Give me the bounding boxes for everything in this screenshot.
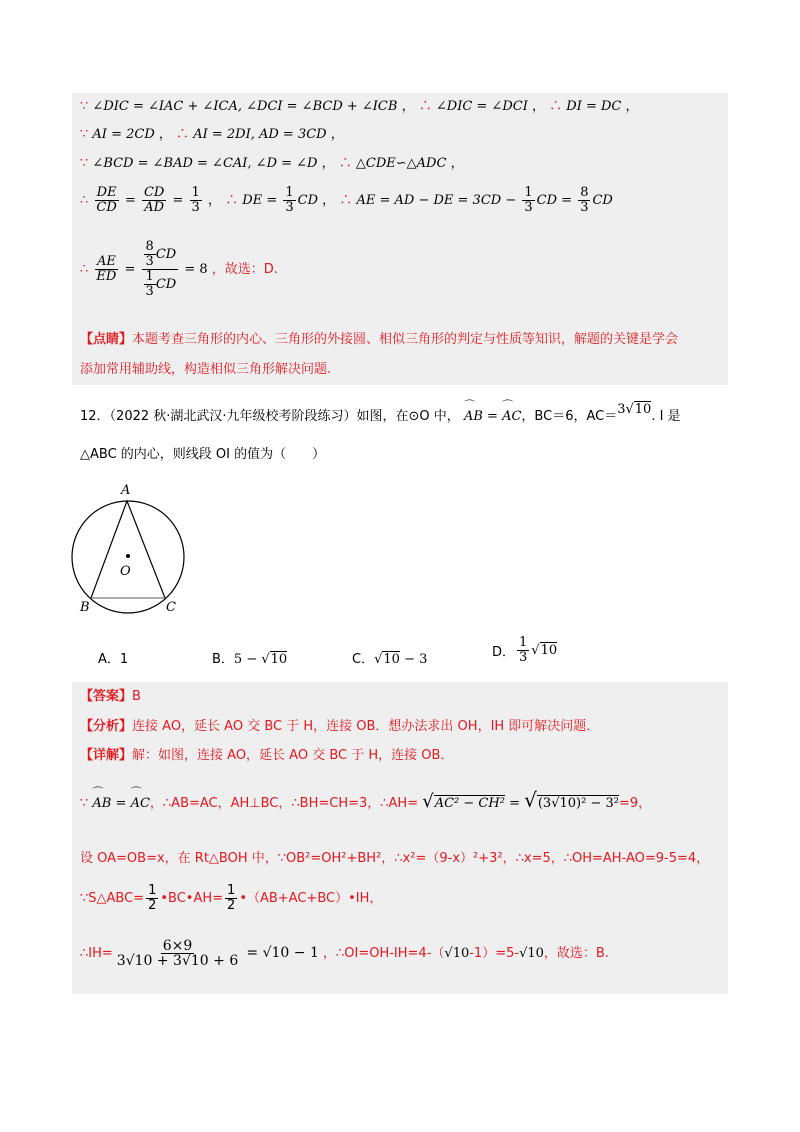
angle-expr-1: ∠DIC = ∠IAC + ∠ICA, ∠DCI = ∠BCD + ∠ICB xyxy=(92,99,398,114)
tip-line-1 xyxy=(80,331,678,349)
solution-line-3 xyxy=(80,155,464,173)
area-pre: ∵S△ABC= xyxy=(80,891,145,906)
de-expr: DE = xyxy=(242,193,278,208)
answer-value: B xyxy=(132,689,141,704)
detail-step-1 xyxy=(80,782,651,822)
separator: ， xyxy=(625,99,639,114)
answer-label: 【答案】 xyxy=(80,689,133,704)
question-text-1: 如图，在⊙O 中， xyxy=(356,409,460,424)
ih-pre: ∴IH= xyxy=(80,946,113,961)
choose-d: ，故选：D. xyxy=(211,262,278,277)
solution-line-2 xyxy=(80,126,344,144)
label-o: O xyxy=(120,564,131,579)
detail-line xyxy=(80,747,453,765)
equals: = xyxy=(124,262,136,277)
sqrt-ten: √10 xyxy=(444,946,470,961)
equals: = xyxy=(487,409,498,424)
because-symbol: ∵ xyxy=(80,99,89,114)
half-fraction: $\frac{1}{2}$ xyxy=(148,883,157,913)
arc-ab: ⌒ AB xyxy=(92,786,111,822)
therefore-symbol: ∴ xyxy=(80,262,89,277)
separator: ， xyxy=(321,156,335,171)
equal-expr-3: DI = DC xyxy=(566,99,622,114)
choose-b: ，故选：B. xyxy=(543,946,609,961)
cd-term: CD xyxy=(297,193,319,208)
question-line-1 xyxy=(80,404,681,430)
oi-text-2: -1）=5- xyxy=(469,946,520,961)
question-text-3: . I 是 xyxy=(651,409,681,424)
question-number: 12． xyxy=(80,409,110,424)
oi-text-1: ，∴OI=OH-IH=4-（ xyxy=(323,946,445,961)
analysis-line xyxy=(80,718,599,736)
label-a: A xyxy=(121,483,131,498)
equals: = xyxy=(115,796,127,811)
because-symbol: ∵ xyxy=(80,156,89,171)
therefore-symbol: ∴ xyxy=(339,193,353,208)
fraction-one-third: $\frac{1}{3}$ xyxy=(191,185,200,215)
fraction-ae-ed: $\frac{AE}{ED}$ xyxy=(96,254,117,284)
center-point xyxy=(126,554,130,558)
tip-text-2: 添加常用辅助线，构造相似三角形解决问题. xyxy=(80,362,332,377)
answer-line xyxy=(80,688,141,706)
solution-line-5 xyxy=(80,236,278,304)
analysis-text: 连接 AO，延长 AO 交 BC 于 H，连接 OB．想办法求出 OH，IH 即可解决问题． xyxy=(132,719,600,734)
angle-equal-expr: ∠BCD = ∠BAD = ∠CAI, ∠D = ∠D xyxy=(92,156,318,171)
arc-ac: ⌒ AC xyxy=(131,786,150,822)
fraction-one-third: $\frac{1}{3}$ xyxy=(524,185,533,215)
label-c: C xyxy=(166,600,176,615)
option-b[interactable]: B．5 − √ 10 xyxy=(212,648,287,667)
separator: ， xyxy=(207,193,221,208)
ih-fraction: $\frac{6\times 9}{3√10 + 3√10 + 6}$ xyxy=(116,938,239,969)
detail-step-3 xyxy=(80,882,382,916)
separator: ， xyxy=(401,99,415,114)
detail-step-4 xyxy=(80,928,609,979)
therefore-symbol: ∴ xyxy=(549,99,563,114)
compound-fraction: $\frac{8}{3}$ CD $\frac{1}{3}$ CD xyxy=(142,240,179,299)
therefore-symbol: ∴ xyxy=(225,193,239,208)
area-mid: •BC•AH= xyxy=(160,891,224,906)
option-a[interactable]: A．1 xyxy=(98,652,129,667)
therefore-symbol: ∴ xyxy=(176,127,190,142)
sqrt-ten: √10 xyxy=(519,946,544,961)
arc-ab: ⌒ AB xyxy=(464,404,483,430)
analysis-label: 【分析】 xyxy=(80,719,133,734)
detail-text: 解：如图，连接 AO，延长 AO 交 BC 于 H，连接 OB． xyxy=(132,748,454,763)
equals: = xyxy=(172,193,184,208)
tip-text-1: 本题考查三角形的内心、三角形的外接圆、相似三角形的判定与性质等知识，解题的关键是学会 xyxy=(132,332,679,347)
triangle-abc xyxy=(91,501,165,598)
ai-ad-expr: AI = 2DI, AD = 3CD xyxy=(193,127,327,142)
option-d[interactable]: D． $\frac{1}{3}$ √ 10 xyxy=(492,636,557,665)
half-fraction: $\frac{1}{2}$ xyxy=(227,883,236,913)
question-text-line-2: △ABC 的内心，则线段 OI 的值为（ ） xyxy=(80,447,326,462)
therefore-symbol: ∴ xyxy=(80,193,89,208)
step-1-text: ，∴AB=AC，AH⊥BC，∴BH=CH=3，∴AH= xyxy=(149,796,419,811)
separator: ， xyxy=(531,99,545,114)
equals: = xyxy=(509,796,520,811)
fraction-one-third: $\frac{1}{3}$ xyxy=(285,185,294,215)
solution-line-1 xyxy=(80,98,639,116)
similar-triangles-expr: △CDE∽△ADC xyxy=(355,156,447,171)
tip-label: 【点睛】 xyxy=(80,332,133,347)
detail-step-2 xyxy=(80,850,709,868)
option-c[interactable]: C．√ 10 − 3 xyxy=(352,648,427,667)
sqrt-ac-ch: √ AC² − CH² xyxy=(422,796,505,811)
label-b: B xyxy=(80,600,90,615)
area-post: •（AB+AC+BC）•IH， xyxy=(239,891,383,906)
cd-equals: CD = xyxy=(536,193,573,208)
separator: ， xyxy=(450,156,464,171)
therefore-symbol: ∴ xyxy=(338,156,352,171)
tip-line-2 xyxy=(80,361,331,379)
equals: = xyxy=(124,193,136,208)
because-symbol: ∵ xyxy=(80,127,89,142)
angle-expr-2: ∠DIC = ∠DCI xyxy=(435,99,528,114)
separator: ， xyxy=(322,193,336,208)
fraction-de-cd: $\frac{DE}{CD}$ xyxy=(96,185,117,215)
arc-ac: ⌒ AC xyxy=(502,404,521,430)
ih-result: = √10 − 1 xyxy=(246,945,319,961)
fraction-cd-ad: $\frac{CD}{AD}$ xyxy=(143,185,165,215)
detail-label: 【详解】 xyxy=(80,748,133,763)
fraction-eight-thirds: $\frac{8}{3}$ xyxy=(580,185,589,215)
result-eight: = 8 xyxy=(184,262,208,277)
separator: ， xyxy=(330,127,344,142)
ac-value: 3√ 10 xyxy=(617,402,651,417)
circle-figure xyxy=(66,480,206,620)
ae-expr: AE = AD − DE = 3CD − xyxy=(356,193,517,208)
because-symbol: ∵ xyxy=(80,796,89,811)
separator: ， xyxy=(158,127,172,142)
step-2-text: 设 OA=OB=x，在 Rt△BOH 中，∵OB²=OH²+BH²，∴x²=（9-x）²+3²，∴x=5，∴OH=AH-AO=9-5=4， xyxy=(80,851,710,866)
question-source: （2022 秋·湖北武汉·九年级校考阶段练习） xyxy=(109,409,357,424)
question-line-2 xyxy=(80,446,325,464)
therefore-symbol: ∴ xyxy=(418,99,432,114)
ah-result: =9， xyxy=(618,796,652,811)
ai-expr: AI = 2CD xyxy=(92,127,155,142)
question-text-2: ，BC＝6，AC＝ xyxy=(521,409,618,424)
sqrt-numeric: √ (3√10)² − 3² xyxy=(524,796,619,811)
solution-line-4 xyxy=(80,184,613,218)
cd-term: CD xyxy=(592,193,613,208)
